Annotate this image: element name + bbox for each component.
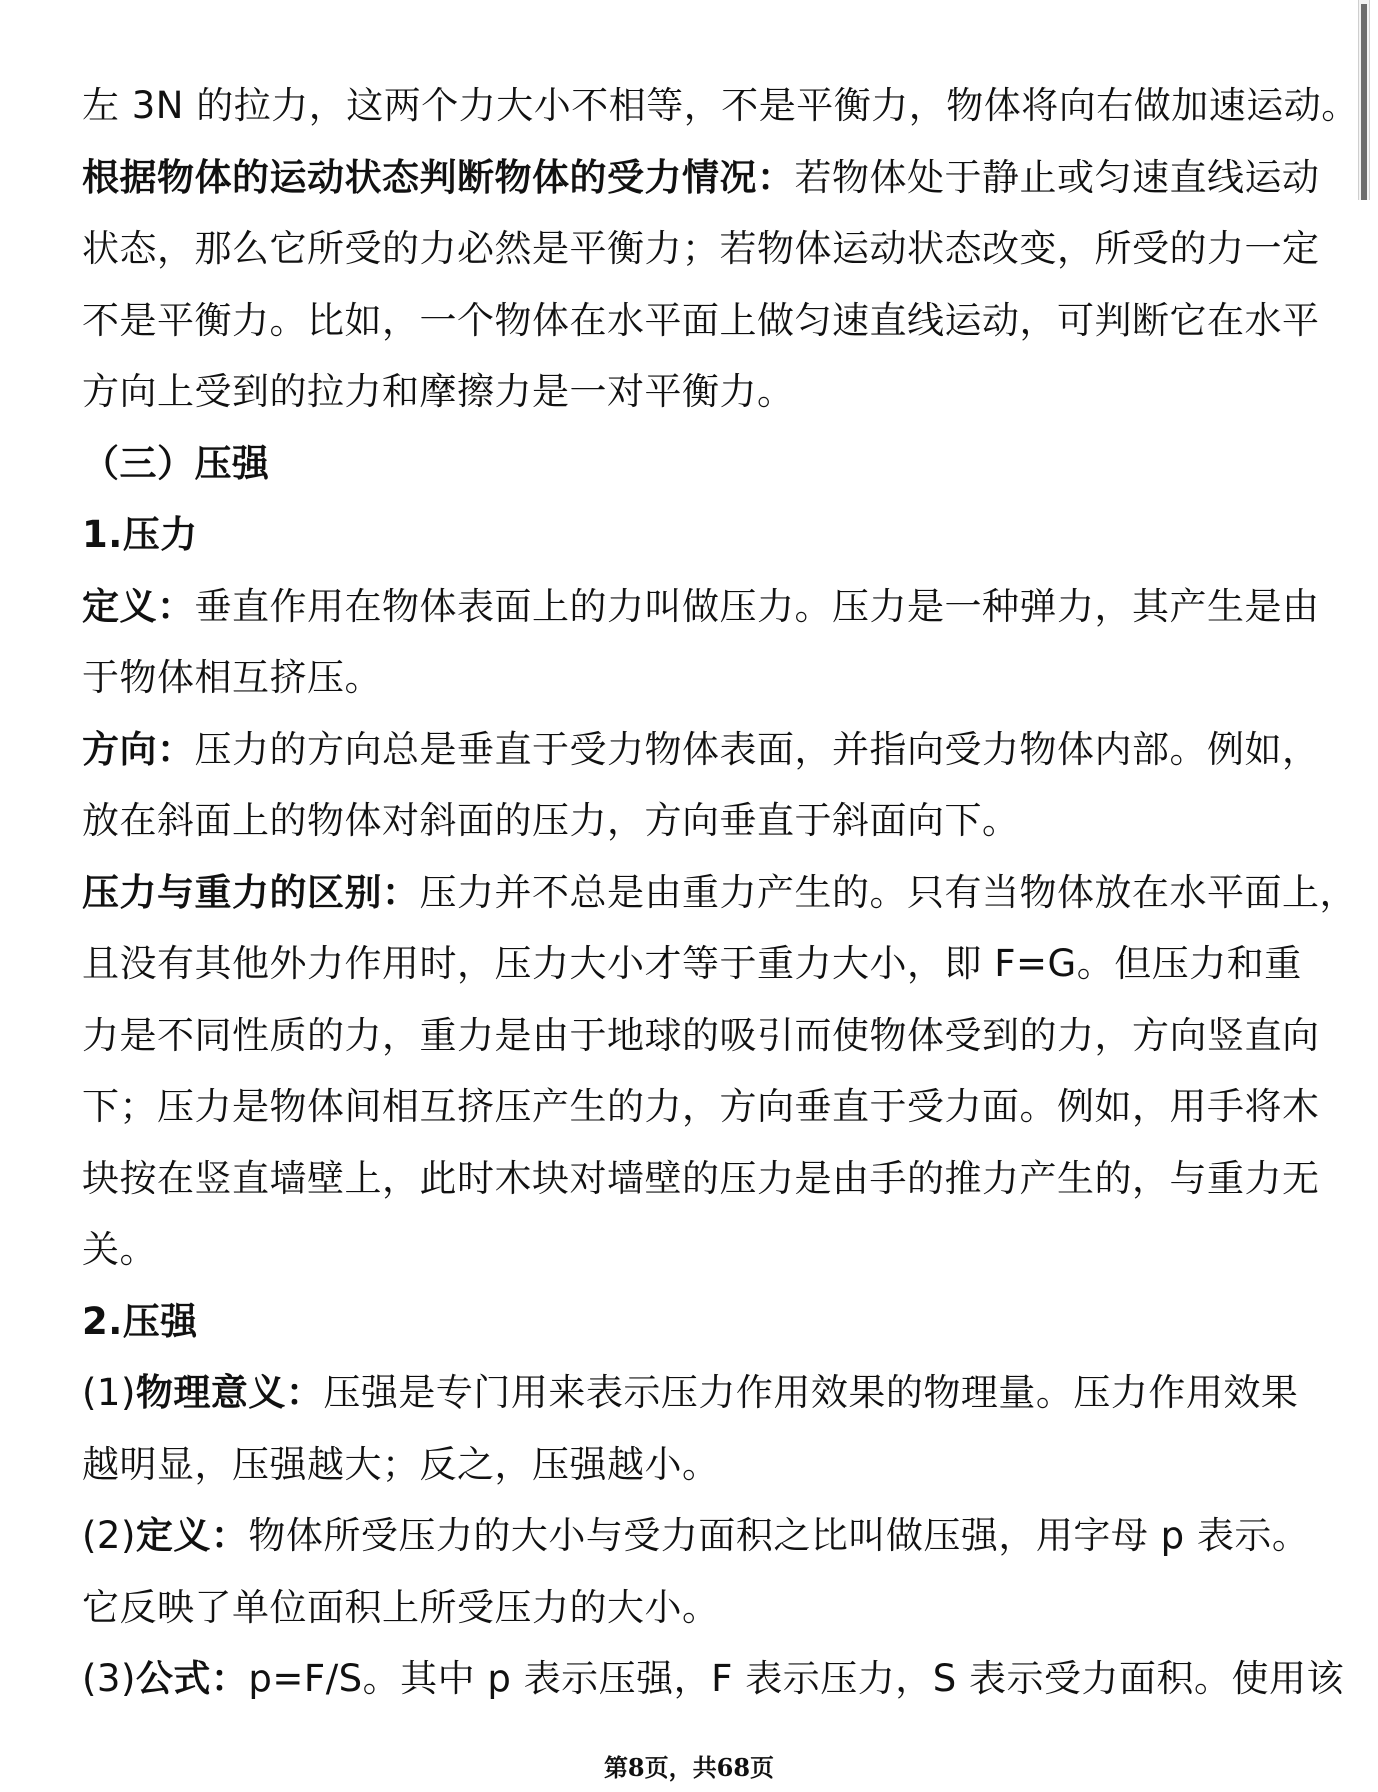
text-line	[82, 1143, 1320, 1215]
document-page	[82, 70, 1359, 1715]
text-line	[82, 1071, 1320, 1143]
text-line	[82, 213, 1320, 285]
paragraph-text: 状态，那么它所受的力必然是平衡力；若物体运动状态改变，所受的力一定	[82, 227, 1320, 270]
page-number: 第8页，共68页	[603, 1753, 775, 1782]
bold-term: 定义：	[82, 584, 195, 628]
text-line	[82, 1000, 1320, 1072]
text-line	[82, 1214, 1302, 1286]
text-line	[82, 857, 1357, 929]
item-number: (2)	[82, 1514, 136, 1557]
paragraph-text: 垂直作用在物体表面上的力叫做压力。压力是一种弹力，其产生是由	[194, 584, 1320, 628]
paragraph-text: 关。	[82, 1228, 157, 1271]
bold-term: 根据物体的运动状态判断物体的受力情况：	[82, 155, 795, 199]
paragraph-text: 下；压力是物体间相互挤压产生的力，方向垂直于受力面。例如，用手将木	[82, 1085, 1320, 1128]
paragraph-text: 力是不同性质的力，重力是由于地球的吸引而使物体受到的力，方向竖直向	[82, 1013, 1320, 1057]
text-line	[82, 1643, 1344, 1715]
paragraph-text: 块按在竖直墙壁上，此时木块对墙壁的压力是由手的推力产生的，与重力无	[82, 1156, 1320, 1200]
bold-term: 公式：	[135, 1657, 249, 1700]
bold-term: 物理意义：	[135, 1371, 324, 1414]
text-line	[82, 1572, 1302, 1644]
item-number: (1)	[82, 1371, 136, 1414]
paragraph-text: 于物体相互挤压。	[82, 656, 382, 699]
paragraph-text: 方向上受到的拉力和摩擦力是一对平衡力。	[82, 370, 795, 413]
paragraph-text: 放在斜面上的物体对斜面的压力，方向垂直于斜面向下。	[82, 799, 1020, 842]
text-line	[82, 1429, 1302, 1501]
paragraph-text: 不是平衡力。比如，一个物体在水平面上做匀速直线运动，可判断它在水平	[82, 298, 1320, 342]
page-footer	[0, 1748, 1378, 1783]
section-heading	[82, 428, 1302, 500]
text-line	[82, 1500, 1310, 1572]
paragraph-text: p=F/S。其中 p 表示压强，F 表示压力，S 表示受力面积。使用该	[248, 1657, 1344, 1700]
bold-term: 压力与重力的区别：	[82, 870, 420, 914]
text-line	[82, 928, 1302, 1000]
text-line	[82, 356, 1302, 428]
paragraph-text: 左 3N 的拉力，这两个力大小不相等，不是平衡力，物体将向右做加速运动。	[82, 84, 1359, 127]
paragraph-text: 越明显，压强越大；反之，压强越小。	[82, 1442, 720, 1486]
paragraph-text: 若物体处于静止或匀速直线运动	[794, 155, 1320, 199]
text-line	[82, 142, 1320, 214]
subsection-heading	[82, 499, 1302, 571]
paragraph-text: 且没有其他外力作用时，压力大小才等于重力大小，即 F=G。但压力和重	[82, 942, 1302, 985]
text-line	[82, 714, 1320, 786]
paragraph-text: 压力并不总是由重力产生的。只有当物体放在水平面上，	[419, 870, 1357, 914]
paragraph-text: 物体所受压力的大小与受力面积之比叫做压强，用字母 p 表示。	[248, 1514, 1310, 1557]
scrollbar[interactable]	[1358, 0, 1370, 200]
text-line	[82, 642, 1302, 714]
scrollbar-thumb[interactable]	[1361, 4, 1367, 200]
paragraph-text: 压力的方向总是垂直于受力物体表面，并指向受力物体内部。例如，	[194, 727, 1320, 771]
subsection-heading-text: 1.压力	[82, 513, 198, 556]
bold-term: 定义：	[135, 1514, 249, 1557]
subsection-heading	[82, 1286, 1302, 1358]
text-line	[82, 285, 1320, 357]
text-line	[82, 571, 1320, 643]
text-line	[82, 785, 1302, 857]
bold-term: 方向：	[82, 727, 195, 771]
text-line	[82, 1357, 1302, 1429]
item-number: (3)	[82, 1657, 136, 1700]
section-heading-text: （三）压强	[82, 441, 270, 485]
paragraph-text: 压强是专门用来表示压力作用效果的物理量。压力作用效果	[323, 1371, 1299, 1414]
subsection-heading-text: 2.压强	[82, 1299, 198, 1343]
paragraph-text: 它反映了单位面积上所受压力的大小。	[82, 1585, 720, 1629]
text-line	[82, 70, 1359, 142]
